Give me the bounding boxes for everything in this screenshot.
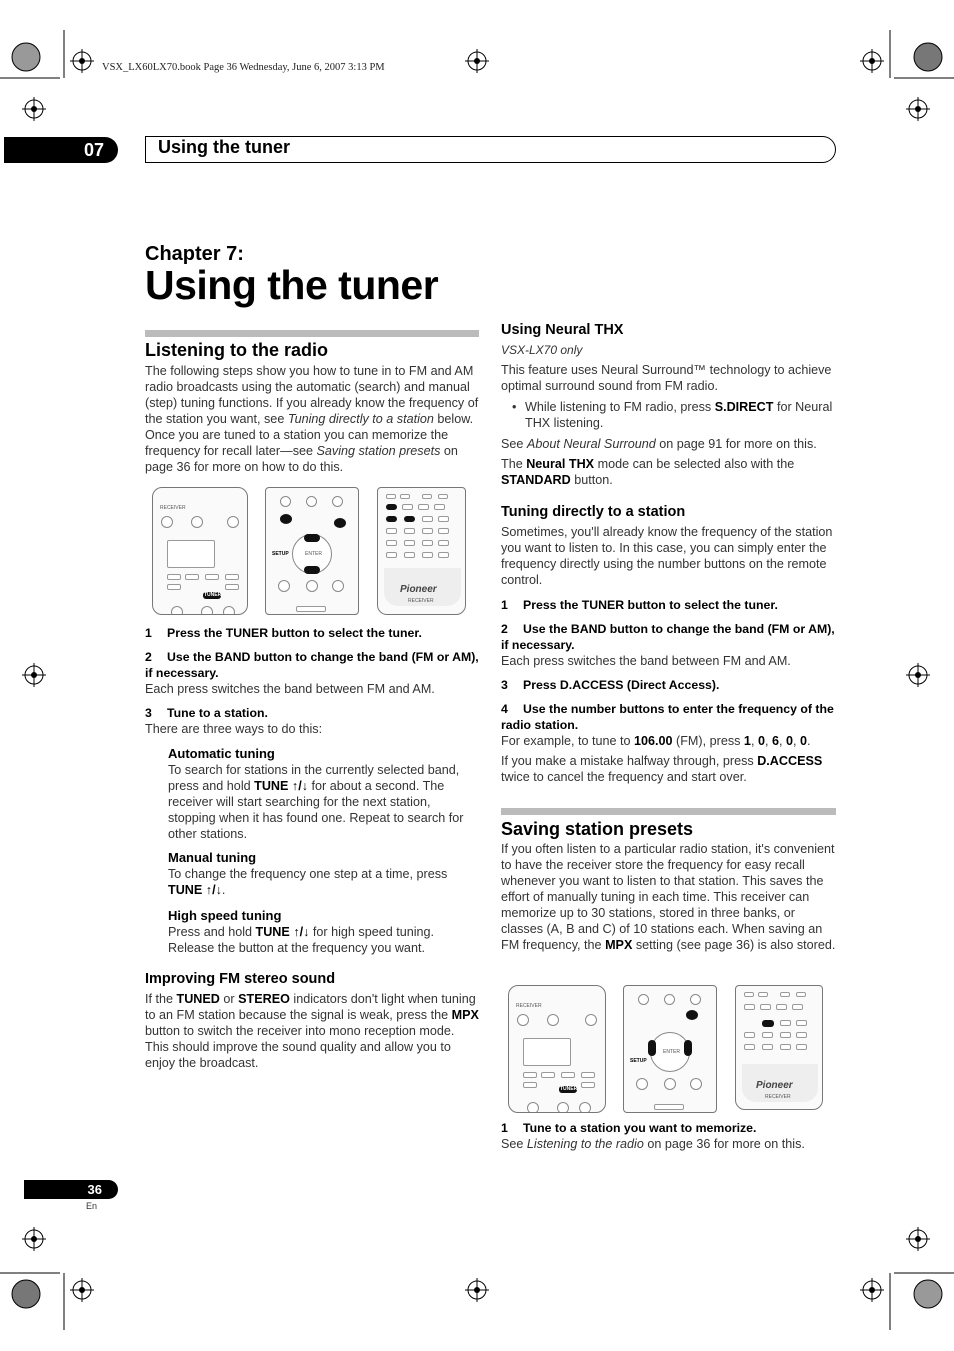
manual-tuning-heading: Manual tuning bbox=[168, 850, 257, 865]
receiver-label: RECEIVER bbox=[765, 1094, 791, 1100]
chapter-number-tab bbox=[4, 137, 118, 163]
automatic-tuning-heading: Automatic tuning bbox=[168, 746, 275, 761]
step-2-body: Each press switches the band between FM and AM. bbox=[145, 682, 435, 696]
direct-mistake: If you make a mistake halfway through, press D.ACCESS twice to cancel the frequency and start over. bbox=[501, 754, 823, 784]
neural-thx-intro: This feature uses Neural Surround™ technology to achieve optimal surround sound from FM radio. bbox=[501, 363, 832, 393]
page-number-tab bbox=[24, 1180, 118, 1199]
brand-logo: Pioneer bbox=[400, 584, 437, 595]
enter-label: ENTER bbox=[663, 1049, 680, 1055]
direct-step-1: 1 Press the TUNER button to select the tuner. bbox=[501, 598, 778, 612]
running-title: Using the tuner bbox=[158, 137, 291, 157]
chapter-number: 07 bbox=[83, 139, 104, 160]
page-title: Using the tuner bbox=[145, 262, 439, 308]
direct-step-4: 4 Use the number buttons to enter the frequency of the radio station. bbox=[501, 702, 834, 732]
neural-thx-model: VSX-LX70 only bbox=[501, 343, 583, 357]
direct-step-3: 3 Press D.ACCESS (Direct Access). bbox=[501, 678, 720, 692]
step-3-body: There are three ways to do this: bbox=[145, 722, 323, 736]
remote-tuning-keys-illustration-2 bbox=[623, 985, 717, 1113]
direct-step-2: 2 Use the BAND button to change the band (FM or AM), if necessary. bbox=[501, 622, 835, 652]
tune-down-button bbox=[304, 566, 320, 574]
fm-stereo-heading: Improving FM stereo sound bbox=[145, 971, 336, 987]
receiver-front-panel-illustration-2 bbox=[508, 985, 606, 1113]
saving-step-1: 1 Tune to a station you want to memorize. bbox=[501, 1121, 757, 1135]
neural-thx-heading: Using Neural THX bbox=[501, 322, 624, 338]
chapter-label: Chapter 7: bbox=[145, 243, 244, 265]
direct-tuning-heading: Tuning directly to a station bbox=[501, 504, 686, 520]
enter-label: ENTER bbox=[305, 551, 322, 557]
manual-tuning-body: To change the frequency one step at a time, press TUNE ↑/↓. bbox=[168, 867, 448, 897]
neural-thx-bullet: • While listening to FM radio, press S.DIRECT for Neural THX listening. bbox=[502, 399, 837, 431]
brand-logo: Pioneer bbox=[756, 1080, 793, 1091]
fm-stereo-body: If the TUNED or STEREO indicators don't light when tuning to an FM station because the signal is weak, press the MPX button to switch the receiver into mono reception mode. This should improve the sound quality and allow you to enjoy the broadcast. bbox=[145, 992, 479, 1070]
step-3: 3 Tune to a station. bbox=[145, 706, 268, 720]
neural-thx-mode: The Neural THX mode can be selected also with the STANDARD button. bbox=[501, 457, 795, 487]
remote-tuning-keys-illustration bbox=[265, 487, 359, 615]
saving-step-1-see: See Listening to the radio on page 36 for more on this. bbox=[501, 1137, 805, 1151]
language-label: En bbox=[86, 1201, 98, 1211]
tuner-button: TUNER bbox=[560, 1086, 578, 1092]
receiver-front-panel-illustration bbox=[152, 487, 248, 615]
direct-step-2-body: Each press switches the band between FM and AM. bbox=[501, 654, 791, 668]
direct-tuning-intro: Sometimes, you'll already know the frequency of the station you want to listen to. In this case, you can simply enter the frequency directly using the number buttons on the remote control. bbox=[501, 525, 833, 587]
remote-lower-keys-illustration bbox=[377, 487, 466, 615]
tuner-button: TUNER bbox=[204, 592, 222, 598]
mpx-button bbox=[686, 1010, 698, 1020]
book-line: VSX_LX60LX70.book Page 36 Wednesday, June 6, 2007 3:13 PM bbox=[102, 62, 385, 73]
listening-intro: The following steps show you how to tune in to FM and AM radio broadcasts using the automatic (search) and manual (step) tuning functions. If you already know the frequency of the station you want, see Tuning directly to a station below. Once you are tuned to a station you can memorize the frequency for recall later—see Saving station presets on page 36 for more on how to do this. bbox=[145, 364, 479, 474]
section-bar bbox=[501, 808, 836, 815]
step-2: 2 Use the BAND button to change the band (FM or AM), if necessary. bbox=[145, 650, 479, 680]
band-button bbox=[280, 514, 292, 524]
receiver-label: RECEIVER bbox=[160, 505, 186, 511]
receiver-label: RECEIVER bbox=[408, 598, 434, 604]
setup-label: SETUP bbox=[630, 1058, 647, 1064]
neural-thx-see: See About Neural Surround on page 91 for more on this. bbox=[501, 437, 817, 451]
section-bar bbox=[145, 330, 479, 337]
high-speed-tuning-body: Press and hold TUNE ↑/↓ for high speed tuning. Release the button at the frequency you want. bbox=[168, 925, 435, 955]
setup-label: SETUP bbox=[272, 551, 289, 557]
saving-presets-heading: Saving station presets bbox=[501, 819, 694, 839]
remote-lower-keys-illustration-2 bbox=[735, 985, 823, 1110]
receiver-label: RECEIVER bbox=[516, 1003, 542, 1009]
saving-presets-body: If you often listen to a particular radio station, it's convenient to have the receiver store the frequency for easy recall whenever you want to listen to that station. This saves the effort of manually tuning in each time. This receiver can memorize up to 30 stations, stored in three banks, or classes (A, B and C) of 10 stations each. When saving an FM frequency, the MPX setting (see page 36) is also stored. bbox=[501, 842, 836, 952]
automatic-tuning-body: To search for stations in the currently selected band, press and hold TUNE ↑/↓ for about a second. The receiver will start searching for the next station, stopping when it has found one. Repeat to search for other stations. bbox=[168, 763, 464, 841]
page-number: 36 bbox=[87, 1182, 102, 1197]
tune-up-button bbox=[304, 534, 320, 542]
mpx-button bbox=[334, 518, 346, 528]
high-speed-tuning-heading: High speed tuning bbox=[168, 908, 282, 923]
direct-example: For example, to tune to 106.00 (FM), press 1, 0, 6, 0, 0. bbox=[501, 734, 811, 748]
step-1: 1 Press the TUNER button to select the tuner. bbox=[145, 626, 422, 640]
listening-heading: Listening to the radio bbox=[145, 340, 328, 360]
